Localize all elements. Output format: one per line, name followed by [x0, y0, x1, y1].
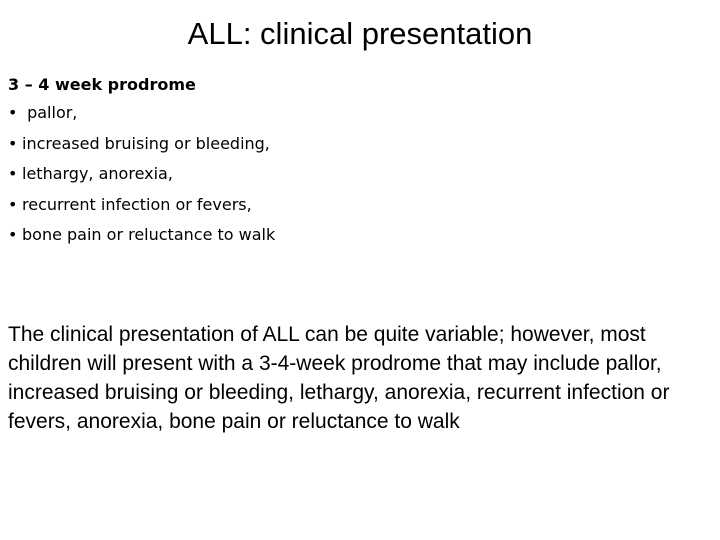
bullet-icon: •: [8, 103, 18, 122]
list-item-text: pallor,: [22, 103, 78, 122]
bullet-icon: •: [8, 164, 18, 183]
list-item-text: lethargy, anorexia,: [22, 164, 173, 183]
symptom-list: [8, 98, 428, 251]
list-item-text: bone pain or reluctance to walk: [22, 225, 276, 244]
list-item-text: increased bruising or bleeding,: [22, 133, 270, 153]
list-item: [8, 129, 428, 160]
list-item: [8, 220, 428, 251]
prodrome-section: [8, 72, 428, 251]
list-item-text: recurrent infection or fevers,: [22, 194, 252, 214]
list-item: [8, 190, 428, 221]
bullet-icon: •: [8, 133, 18, 153]
prodrome-heading: 3 – 4 week prodrome: [8, 75, 196, 94]
bullet-icon: •: [8, 194, 18, 214]
slide-title: ALL: clinical presentation: [187, 16, 533, 51]
bullet-icon: •: [8, 225, 18, 244]
list-item: [8, 98, 428, 129]
list-item: [8, 159, 428, 190]
speaker-notes: The clinical presentation of ALL can be quite variable; however, most children will present with a 3-4-week prodrome that may include pallor, increased bruising or bleeding, lethargy, anorexia, recurrent infection or fevers, anorexia, bone pain or reluctance to walk: [8, 323, 670, 433]
